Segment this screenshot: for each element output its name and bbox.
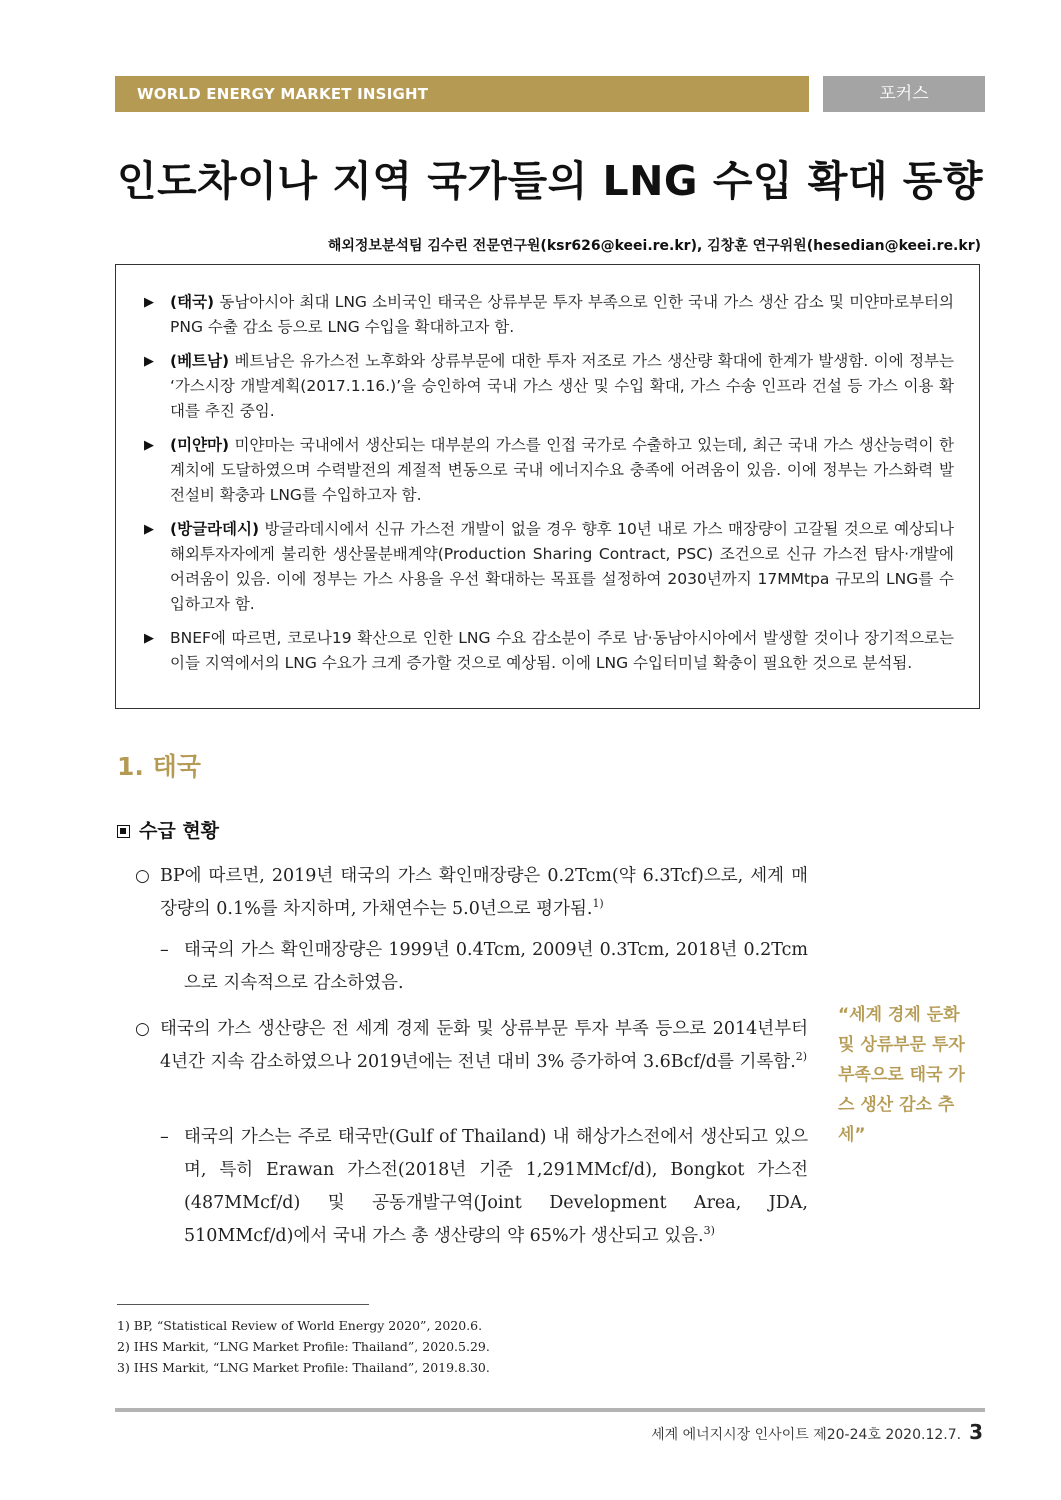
author-line: 해외정보분석팀 김수린 전문연구원(ksr626@keei.re.kr), 김창훈 연구위원(hesedian@keei.re.kr) <box>327 238 981 254</box>
pull-quote: “세계 경제 둔화 및 상류부문 투자 부족으로 태국 가스 생산 감소 추세” <box>838 1005 965 1145</box>
body-paragraph-2 <box>135 1013 808 1079</box>
dash-bullet-icon: – <box>160 940 169 960</box>
subitem-text: 태국의 가스 확인매장량은 1999년 0.4Tcm, 2009년 0.3Tcm, 2018년 0.2Tcm으로 지속적으로 감소하였음. <box>184 940 808 993</box>
summary-text: 미얀마는 국내에서 생산되는 대부분의 가스를 인접 국가로 수출하고 있는데, 최근 국내 가스 생산능력이 한계치에 도달하였으며 수력발전의 계절적 변동으로 국내 에너지수요 충족에 어려움이 있음. 이에 정부는 가스화력 발전설비 확충과 LNG를 수입하고자 함. <box>170 436 954 504</box>
footnote-item: 1) BP, “Statistical Review of World Energy 2020”, 2020.6. <box>117 1318 483 1333</box>
footnote-item: 3) IHS Markit, “LNG Market Profile: Thailand”, 2019.8.30. <box>117 1360 490 1375</box>
header-bar <box>115 76 809 112</box>
summary-country-tag: (미얀마) <box>170 436 230 454</box>
summary-text: 동남아시아 최대 LNG 소비국인 태국은 상류부문 투자 부족으로 인한 국내 가스 생산 감소 및 미얀마로부터의 PNG 수출 감소 등으로 LNG 수입을 확대하고자 함. <box>170 293 954 336</box>
summary-country-tag: (방글라데시) <box>170 520 260 538</box>
square-bullet-icon <box>117 825 130 838</box>
summary-item <box>142 433 954 508</box>
circle-bullet-icon: ○ <box>135 1019 150 1039</box>
paragraph-text: BP에 따르면, 2019년 태국의 가스 확인매장량은 0.2Tcm(약 6.3Tcf)으로, 세계 매장량의 0.1%를 차지하며, 가채연수는 5.0년으로 평가됨. <box>160 866 808 919</box>
subsection-label: 수급 현황 <box>139 820 220 842</box>
triangle-bullet-icon: ▶ <box>144 295 154 310</box>
dash-bullet-icon: – <box>160 1127 169 1147</box>
summary-country-tag: (베트남) <box>170 352 230 370</box>
publication-name: WORLD ENERGY MARKET INSIGHT <box>137 85 429 103</box>
body-paragraph-1 <box>135 860 808 926</box>
footnote-divider <box>117 1304 369 1305</box>
triangle-bullet-icon: ▶ <box>144 438 154 453</box>
footer-divider <box>115 1408 985 1412</box>
category-label: 포커스 <box>879 84 929 104</box>
footnote-item: 2) IHS Markit, “LNG Market Profile: Thailand”, 2020.5.29. <box>117 1339 490 1354</box>
subsection-heading <box>117 816 219 843</box>
summary-country-tag: (태국) <box>170 293 215 311</box>
summary-list <box>142 290 954 685</box>
footnotes <box>117 1315 490 1378</box>
summary-text: BNEF에 따르면, 코로나19 확산으로 인한 LNG 수요 감소분이 주로 남·동남아시아에서 발생할 것이나 장기적으로는 이들 지역에서의 LNG 수요가 크게 증가할 것으로 예상됨. 이에 LNG 수입터미널 확충이 필요한 것으로 분석됨. <box>170 629 954 672</box>
category-tag <box>823 76 985 112</box>
page-number: 3 <box>969 1420 983 1444</box>
circle-bullet-icon: ○ <box>135 866 150 886</box>
page-footer <box>651 1420 983 1444</box>
subitem-text: 태국의 가스는 주로 태국만(Gulf of Thailand) 내 해상가스전에서 생산되고 있으며, 특히 Erawan 가스전(2018년 기준 1,291MMcf/d), Bongkot 가스전(487MMcf/d) 및 공동개발구역(Joint Development Area, JDA, 510MMcf/d)에서 국내 가스 총 생산량의 약 65%가 생산되고 있음. <box>184 1127 808 1246</box>
summary-box <box>115 264 980 709</box>
summary-item <box>142 290 954 340</box>
paragraph-text: 태국의 가스 생산량은 전 세계 경제 둔화 및 상류부문 투자 부족 등으로 2014년부터 4년간 지속 감소하였으나 2019년에는 전년 대비 3% 증가하여 3.6Bcf/d를 기록함. <box>160 1019 808 1072</box>
summary-item <box>142 626 954 676</box>
publication-info: 세계 에너지시장 인사이트 제20-24호 2020.12.7. <box>651 1427 962 1443</box>
footnote-ref: 1) <box>592 897 604 911</box>
triangle-bullet-icon: ▶ <box>144 631 154 646</box>
body-subitem-1 <box>160 934 808 1000</box>
footnote-ref: 3) <box>703 1224 715 1238</box>
summary-text: 베트남은 유가스전 노후화와 상류부문에 대한 투자 저조로 가스 생산량 확대에 한계가 발생함. 이에 정부는 ‘가스시장 개발계획(2017.1.16.)’을 승인하여 국내 가스 생산 및 수입 확대, 가스 수송 인프라 건설 등 가스 이용 확대를 추진 중임. <box>170 352 954 420</box>
triangle-bullet-icon: ▶ <box>144 354 154 369</box>
summary-item <box>142 349 954 424</box>
page-title: 인도차이나 지역 국가들의 LNG 수입 확대 동향 <box>116 157 984 205</box>
footnote-ref: 2) <box>795 1050 808 1064</box>
summary-item <box>142 517 954 617</box>
summary-text: 방글라데시에서 신규 가스전 개발이 없을 경우 향후 10년 내로 가스 매장량이 고갈될 것으로 예상되나 해외투자자에게 불리한 생산물분배계약(Production Sharing Contract, PSC) 조건으로 신규 가스전 탐사·개발에 어려움이 있음. 이에 정부는 가스 사용을 우선 확대하는 목표를 설정하여 2030년까지 17MMtpa 규모의 LNG를 수입하고자 함. <box>170 520 954 613</box>
body-subitem-2 <box>160 1121 808 1253</box>
triangle-bullet-icon: ▶ <box>144 522 154 537</box>
section-title: 1. 태국 <box>117 752 201 781</box>
